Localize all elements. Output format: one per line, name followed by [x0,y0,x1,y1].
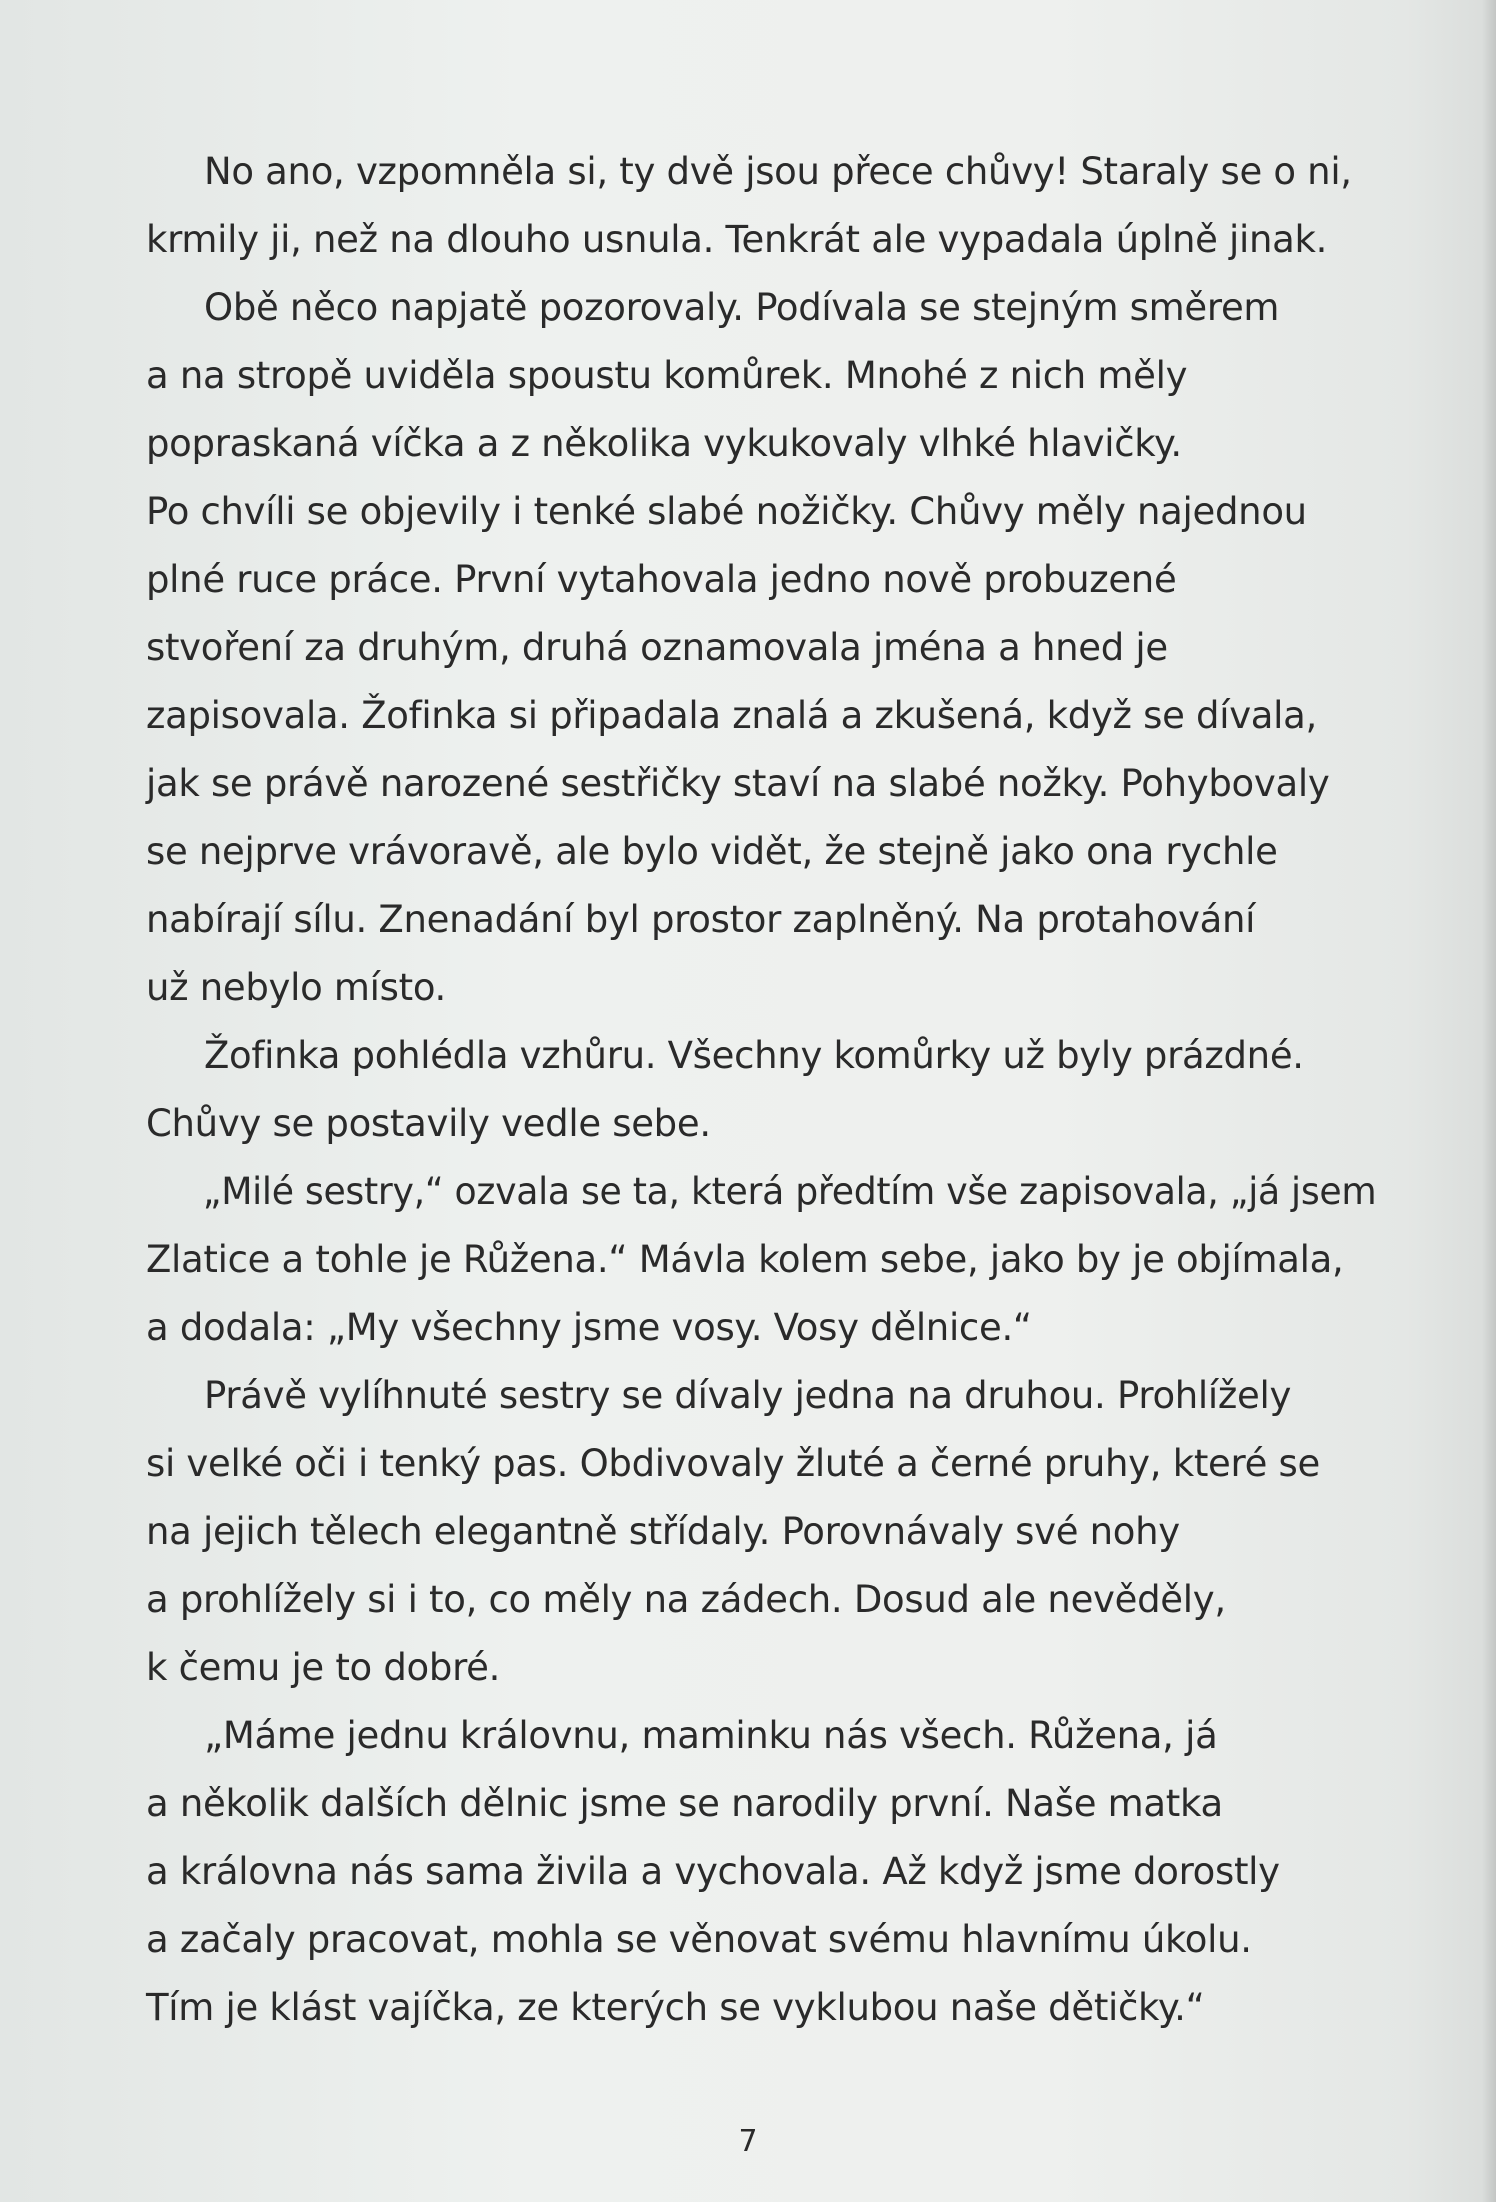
text-line: a na stropě uviděla spoustu komůrek. Mnohé z nich měly [146,354,1188,397]
text-line: Obě něco napjatě pozorovaly. Podívala se stejným směrem [204,286,1280,329]
text-line: Právě vylíhnuté sestry se dívaly jedna na druhou. Prohlížely [204,1374,1292,1417]
text-line: stvoření za druhým, druhá oznamovala jména a hned je [146,626,1168,669]
text-line: a začaly pracovat, mohla se věnovat svému hlavnímu úkolu. [146,1918,1252,1961]
text-line: a královna nás sama živila a vychovala. Až když jsme dorostly [146,1850,1280,1893]
text-line: krmily ji, než na dlouho usnula. Tenkrát ale vypadala úplně jinak. [146,218,1328,261]
text-line: a prohlížely si i to, co měly na zádech. Dosud ale nevěděly, [146,1578,1226,1621]
text-line: už nebylo místo. [146,966,446,1009]
text-line: No ano, vzpomněla si, ty dvě jsou přece chůvy! Staraly se o ni, [204,150,1352,193]
text-line: si velké oči i tenký pas. Obdivovaly žluté a černé pruhy, které se [146,1442,1320,1485]
text-line: plné ruce práce. První vytahovala jedno nově probuzené [146,558,1177,601]
page-number: 7 [738,2124,758,2159]
text-line: k čemu je to dobré. [146,1646,501,1689]
text-line: jak se právě narozené sestřičky staví na slabé nožky. Pohybovaly [146,762,1330,805]
text-line: Chůvy se postavily vedle sebe. [146,1102,711,1145]
text-line: „Milé sestry,“ ozvala se ta, která předtím vše zapisovala, „já jsem [202,1170,1377,1213]
text-line: a dodala: „My všechny jsme vosy. Vosy dělnice.“ [146,1306,1032,1349]
text-line: nabírají sílu. Znenadání byl prostor zaplněný. Na protahování [146,898,1256,941]
text-line: Zlatice a tohle je Růžena.“ Mávla kolem sebe, jako by je objímala, [146,1238,1344,1281]
text-line: a několik dalších dělnic jsme se narodily první. Naše matka [146,1782,1223,1825]
text-line: Žofinka pohlédla vzhůru. Všechny komůrky už byly prázdné. [204,1034,1304,1077]
body-text [146,138,1376,2042]
text-line: „Máme jednu královnu, maminku nás všech. Růžena, já [204,1714,1218,1757]
text-line: popraskaná víčka a z několika vykukovaly vlhké hlavičky. [146,422,1182,465]
text-line: se nejprve vrávoravě, ale bylo vidět, že stejně jako ona rychle [146,830,1278,873]
text-line: Tím je klást vajíčka, ze kterých se vyklubou naše dětičky.“ [146,1986,1205,2029]
text-line: na jejich tělech elegantně střídaly. Porovnávaly své nohy [146,1510,1180,1553]
text-line: Po chvíli se objevily i tenké slabé nožičky. Chůvy měly najednou [146,490,1307,533]
text-line: zapisovala. Žofinka si připadala znalá a zkušená, když se dívala, [146,694,1317,737]
